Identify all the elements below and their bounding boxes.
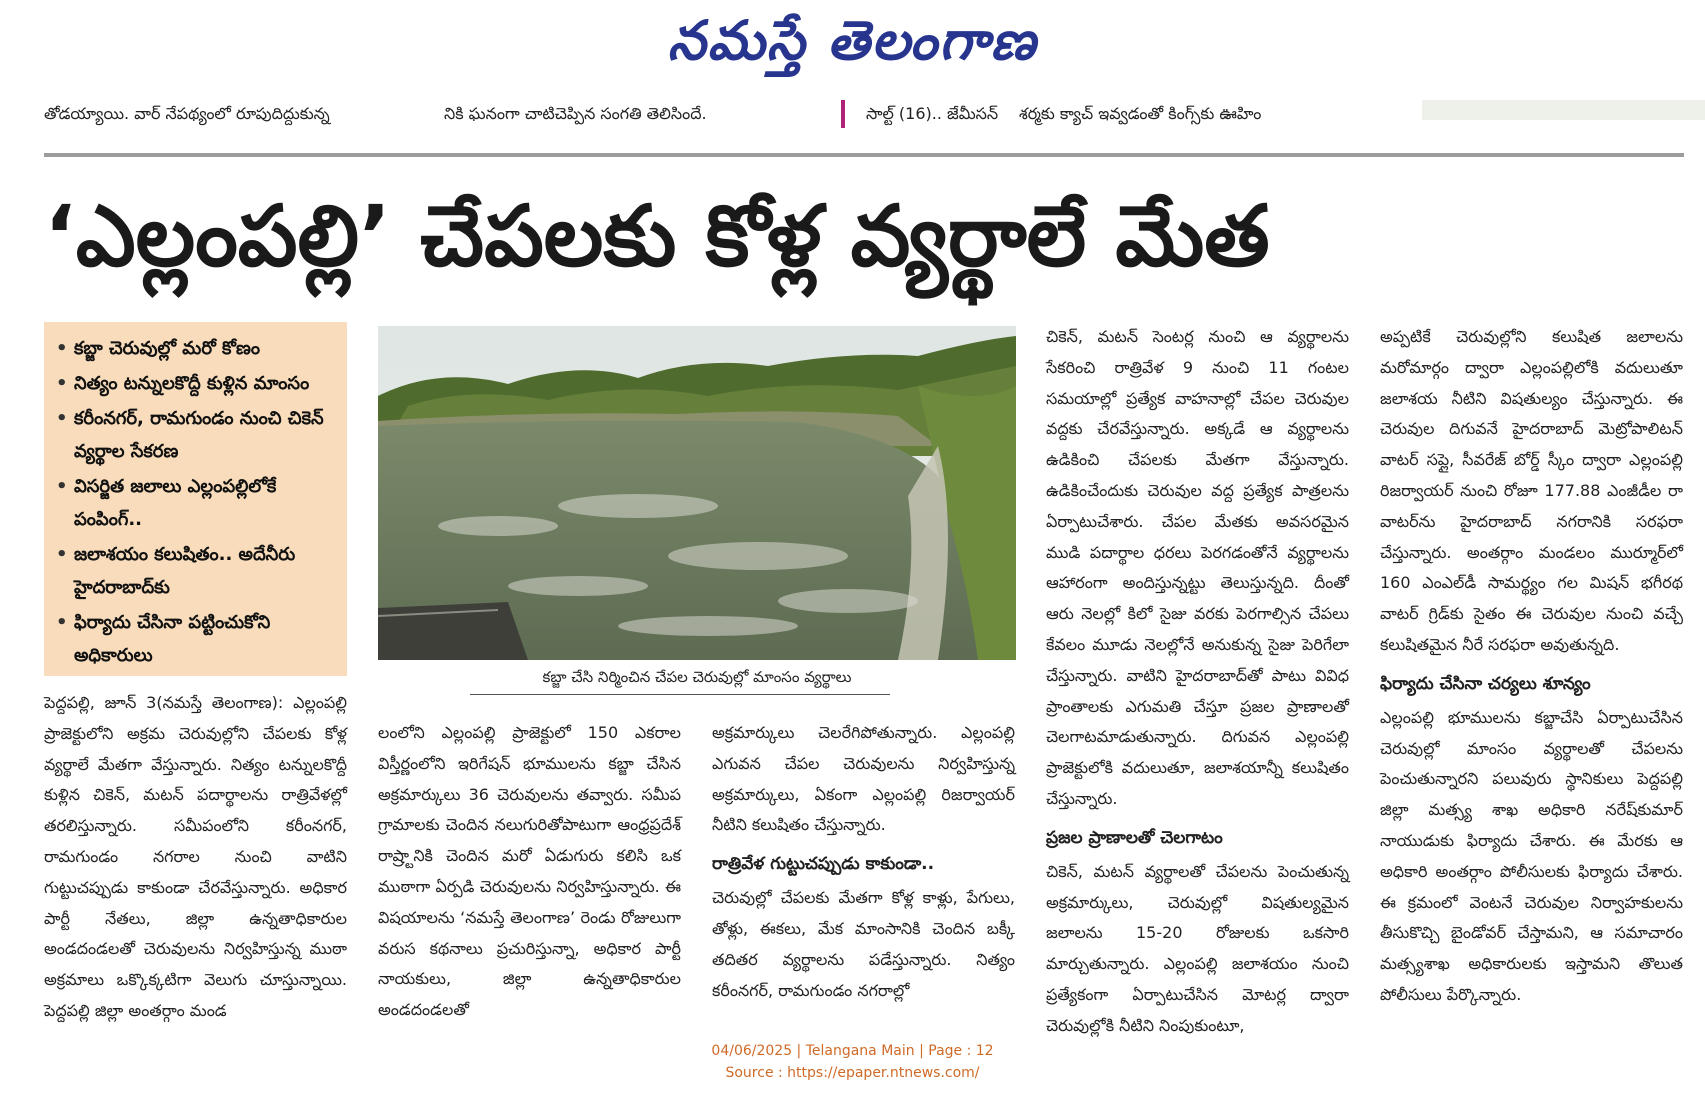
bullet-icon: • (56, 408, 68, 429)
article-column-5 (1380, 322, 1683, 1011)
highlight-text: కబ్జా చెరువుల్లో మరో కోణం (74, 338, 260, 359)
article-column-3 (712, 718, 1015, 1006)
ticker-strip (44, 96, 1684, 132)
article-column-1 (44, 688, 347, 1027)
header-rule (44, 153, 1684, 157)
highlight-text: నిత్యం టన్నులకొద్దీ కుళ్లిన మాంసం (74, 373, 310, 394)
ticker-clipped-box (1422, 100, 1705, 120)
bullet-icon: • (56, 612, 68, 633)
highlight-text: ఫిర్యాదు చేసినా పట్టించుకోని అధికారులు (74, 612, 271, 666)
highlight-item (54, 402, 339, 468)
subheading: ఫిర్యాదు చేసినా చర్యలు శూన్యం (1380, 673, 1591, 694)
highlights-list (54, 332, 339, 672)
photo-caption: కబ్జా చేసి నిర్మించిన చేపల చెరువుల్లో మాంసం వ్యర్థాలు (542, 668, 852, 686)
ticker-right-text-1: సాల్ట్ (16).. జేమీసన్ (866, 104, 999, 123)
article-column-2 (378, 718, 681, 1026)
highlight-item (54, 538, 339, 604)
pond-photo (378, 326, 1016, 660)
column-text: అప్పటికే చెరువుల్లోని కలుషిత జలాలను మరోమార్గం ద్వారా ఎల్లంపల్లిలోకి వదులుతూ జలాశయ నీటిని విషతుల్యం చేస్తున్నారు. ఈ చెరువుల దిగువనే హైదరాబాద్ మెట్రోపాలిటన్ వాటర్ సప్లై, సీవరేజ్ బోర్డ్ స్కీం ద్వారా ఎల్లంపల్లి రిజర్వాయర్ నుంచి రోజూ 177.88 ఎంజీడీల రా వాటర్‌ను హైదరాబాద్ నగరానికి సరఫరా చేస్తున్నారు. అంతర్గాం మండలం ముర్మూర్‌లో 160 ఎంఎల్‌డీ సామర్థ్యం గల మిషన్ భగీరథ వాటర్ గ్రిడ్‌కు సైతం ఈ చెరువుల నుంచి వచ్చే కలుషితమైన నీరే సరఫరా అవుతున్నది. (1380, 327, 1683, 654)
column-text: చికెన్, మటన్ వ్యర్థాలతో చేపలను పెంచుతున్న అక్రమార్కులు, చెరువుల్లో విషతుల్యమైన జలాలను 15-20 రోజులకు ఒకసారి మార్చుతున్నారు. ఎల్లంపల్లి జలాశయం నుంచి ప్రత్యేకంగా ఏర్పాటుచేసిన మోటర్ల ద్వారా చెరువుల్లోకి నీటిని నింపుకుంటూ, (1046, 861, 1349, 1035)
highlight-item (54, 332, 339, 365)
ticker-left-text-1: తోడయ్యాయి. వార్ నేపథ్యంలో రూపుదిద్దుకున్న (44, 104, 330, 123)
column-text: పెద్దపల్లి, జూన్ 3(నమస్తే తెలంగాణ): ఎల్లంపల్లి ప్రాజెక్టులోని అక్రమ చెరువుల్లోని చేపలకు కోళ్ల వ్యర్థాలే మేతగా వేస్తున్నారు. నిత్యం టన్నులకొద్దీ కుళ్లిన చికెన్, మటన్ పదార్థాలను రాత్రివేళల్లో తరలిస్తున్నారు. సమీపంలోని కరీంనగర్, రామగుండం నగరాల నుంచి వాటిని గుట్టుచప్పుడు కాకుండా చేరవేస్తున్నారు. అధికార పార్టీ నేతలు, జిల్లా ఉన్నతాధికారుల అండదండలతో చెరువులను నిర్వహిస్తున్న ముఠా అక్రమాలు ఒక్కొక్కటిగా వెలుగు చూస్తున్నాయి. పెద్దపల్లి జిల్లా అంతర్గాం మండ (44, 693, 347, 1020)
ticker-divider (841, 100, 845, 128)
column-text: ఎల్లంపల్లి భూములను కబ్జాచేసి ఏర్పాటుచేసిన చెరువుల్లో మాంసం వ్యర్థాలతో చేపలను పెంచుతున్నారని పలువురు స్థానికులు పెద్దపల్లి జిల్లా మత్స్య శాఖ అధికారి నరేష్‌కుమార్ నాయుడుకు ఫిర్యాదు చేశారు. ఈ మేరకు ఆ అధికారి అంతర్గాం పోలీసులకు ఫిర్యాదు చేశారు. ఈ క్రమంలో వెంటనే చెరువుల నిర్వాహకులను తీసుకొచ్చి బైండోవర్ చేస్తామని, ఆ సమాచారం మత్స్యశాఖ అధికారులకు ఇస్తామని తొలుత పోలీసులు పేర్కొన్నారు. (1380, 707, 1683, 1004)
highlight-item (54, 470, 339, 536)
caption-underline (470, 694, 890, 695)
column-text: అక్రమార్కులు చెలరేగిపోతున్నారు. ఎల్లంపల్లి ఎగువన చేపల చెరువులను నిర్వహిస్తున్న అక్రమార్కులు, ఏకంగా ఎల్లంపల్లి రిజర్వాయర్ నీటిని కలుషితం చేస్తున్నారు. (712, 723, 1015, 835)
column-text: చెరువుల్లో చేపలకు మేతగా కోళ్ల కాళ్లు, పేగులు, తోళ్లు, ఈకలు, మేక మాంసానికి చెందిన బక్కీ తదితర వ్యర్థాలను పడేస్తున్నారు. నిత్యం కరీంనగర్, రామగుండం నగరాల్లో (712, 888, 1015, 1000)
footer-date-edition: 04/06/2025 | Telangana Main | Page : 12 (711, 1043, 994, 1059)
ticker-right-text-2: శర్మకు క్యాచ్ ఇవ్వడంతో కింగ్స్‌కు ఊహిం (1019, 104, 1262, 123)
footer-source-link[interactable]: Source : https://epaper.ntnews.com/ (725, 1065, 980, 1081)
subheading: ప్రజల ప్రాణాలతో చెలగాటం (1046, 827, 1223, 848)
bullet-icon: • (56, 544, 68, 565)
highlight-text: విసర్జిత జలాలు ఎల్లంపల్లిలోకే పంపింగ్.. (74, 476, 277, 530)
highlight-item (54, 367, 339, 400)
ticker-left-text-2: నికి ఘనంగా చాటిచెప్పిన సంగతి తెలిసిందే. (444, 104, 707, 123)
highlight-text: కరీంనగర్, రామగుండం నుంచి చికెన్ వ్యర్థాల సేకరణ (74, 408, 324, 462)
article-headline: ‘ఎల్లంపల్లి’ చేపలకు కోళ్ల వ్యర్థాలే మేత (44, 187, 1270, 285)
article-column-4 (1046, 322, 1349, 1042)
column-text: చికెన్, మటన్ సెంటర్ల నుంచి ఆ వ్యర్థాలను సేకరించి రాత్రివేళ 9 నుంచి 11 గంటల సమయాల్లో ప్రత్యేక వాహనాల్లో చేపల చెరువుల వద్దకు చేరవేస్తున్నారు. అక్కడే ఆ వ్యర్థాలను ఉడికించి చేపలకు మేతగా వేస్తున్నారు. ఉడికించేందుకు చెరువుల వద్ద ప్రత్యేక పాత్రలను ఏర్పాటుచేశారు. చేపల మేతకు అవసరమైన ముడి పదార్థాల ధరలు పెరగడంతోనే వ్యర్థాలను ఆహారంగా అందిస్తున్నట్టు తెలుస్తున్నది. దీంతో ఆరు నెలల్లో కిలో సైజు వరకు పెరగాల్సిన చేపలు కేవలం మూడు నెలల్లోనే అనుకున్న సైజు పెరిగేలా చేస్తున్నారు. వాటిని హైదరాబాద్‌తో పాటు వివిధ ప్రాంతాలకు ఎగుమతి చేస్తూ ప్రజల ప్రాణాలతో చెలగాటమాడుతున్నారు. దిగువన ఎల్లంపల్లి ప్రాజెక్టులోకి వదులుతూ, జలాశయాన్నీ కలుషితం చేస్తున్నారు. (1046, 327, 1349, 808)
highlights-box (44, 322, 347, 676)
highlight-item (54, 606, 339, 672)
bullet-icon: • (56, 338, 68, 359)
subheading: రాత్రివేళ గుట్టుచప్పుడు కాకుండా.. (712, 854, 935, 875)
highlight-text: జలాశయం కలుషితం.. అదేనీరు హైదరాబాద్‌కు (74, 544, 296, 598)
bullet-icon: • (56, 476, 68, 497)
masthead-title: నమస్తే తెలంగాణ (667, 8, 1038, 72)
column-text: లంలోని ఎల్లంపల్లి ప్రాజెక్టులో 150 ఎకరాల విస్తీర్ణంలోని ఇరిగేషన్ భూములను కబ్జా చేసిన అక్రమార్కులు 36 చెరువులను తవ్వారు. సమీప గ్రామాలకు చెందిన నలుగురితోపాటుగా ఆంధ్రప్రదేశ్ రాష్ర్టానికి చెందిన మరో ఏడుగురు కలిసి ఒక ముఠాగా ఏర్పడి చెరువులను నిర్వహిస్తున్నారు. ఈ విషయాలను ‘నమస్తే తెలంగాణ’ రెండు రోజులుగా వరుస కథనాలు ప్రచురిస్తున్నా, అధికార పార్టీ నాయకులు, జిల్లా ఉన్నతాధికారుల అండదండలతో (378, 723, 681, 1020)
bullet-icon: • (56, 373, 68, 394)
